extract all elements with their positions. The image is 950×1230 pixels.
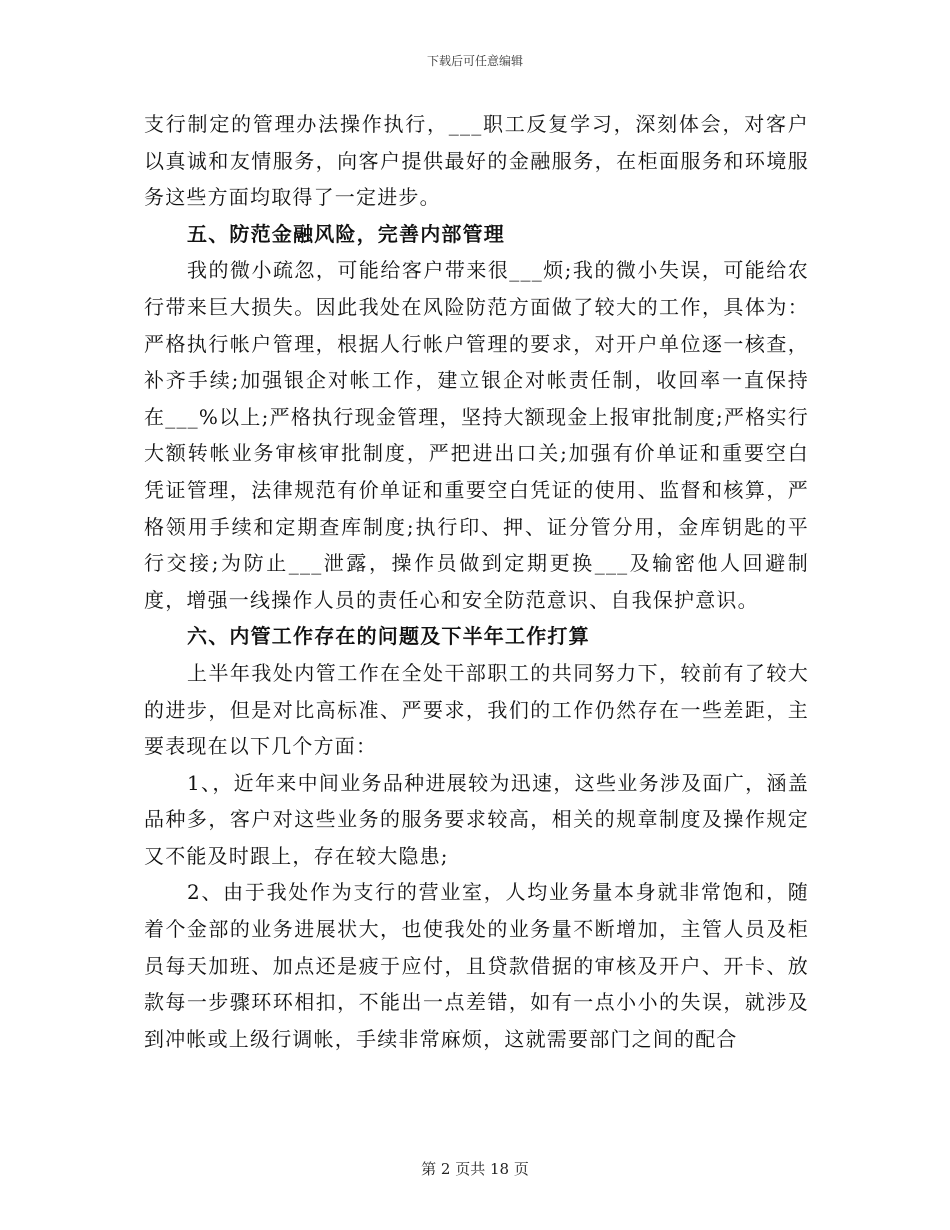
page-header-note: 下载后可任意编辑 <box>426 54 523 68</box>
paragraph-5: 2、由于我处作为支行的营业室，人均业务量本身就非常饱和，随着个金部的业务进展状大，也使我处的业务量不断增加，主管人员及柜员每天加班、加点还是疲于应付，且贷款借据的审核及开户、开卡、放款每一步骤环环相扣，不能出一点差错，如有一点小小的失误，就涉及到冲帐或上级行调帐，手续非常麻烦，这就需要部门之间的配合 <box>144 880 809 1051</box>
paragraph-4: 1、，近年来中间业务品种进展较为迅速，这些业务涉及面广，涵盖品种多，客户对这些业务的服务要求较高，相关的规章制度及操作规定又不能及时跟上，存在较大隐患; <box>144 770 809 868</box>
section-heading-5: 五、防范金融风险，完善内部管理 <box>187 221 505 246</box>
paragraph-1: 支行制定的管理办法操作执行，___职工反复学习，深刻体会，对客户以真诚和友情服务，向客户提供最好的金融服务，在柜面服务和环境服务这些方面均取得了一定进步。 <box>144 112 809 210</box>
section-heading-6: 六、内管工作存在的问题及下半年工作打算 <box>187 624 590 649</box>
document-body <box>144 106 809 1057</box>
paragraph-3: 上半年我处内管工作在全处干部职工的共同努力下，较前有了较大的进步，但是对比高标准、严要求，我们的工作仍然存在一些差距，主要表现在以下几个方面： <box>144 660 809 759</box>
page-number-footer: 第 2 页共 18 页 <box>421 1160 529 1178</box>
paragraph-2: 我的微小疏忽，可能给客户带来很___烦;我的微小失误，可能给农行带来巨大损失。因此我处在风险防范方面做了较大的工作，具体为：严格执行帐户管理，根据人行帐户管理的要求，对开户单位逐一核查，补齐手续;加强银企对帐工作，建立银企对帐责任制，收回率一直保持在___%以上;严格执行现金管理，坚持大额现金上报审批制度;严格实行大额转帐业务审核审批制度，严把进出口关;加强有价单证和重要空白凭证管理，法律规范有价单证和重要空白凭证的使用、监督和核算，严格领用手续和定期查库制度;执行印、押、证分管分用，金库钥匙的平行交接;为防止___泄露，操作员做到定期更换___及输密他人回避制度，增强一线操作人员的责任心和安全防范意识、自我保护意识。 <box>144 258 809 612</box>
